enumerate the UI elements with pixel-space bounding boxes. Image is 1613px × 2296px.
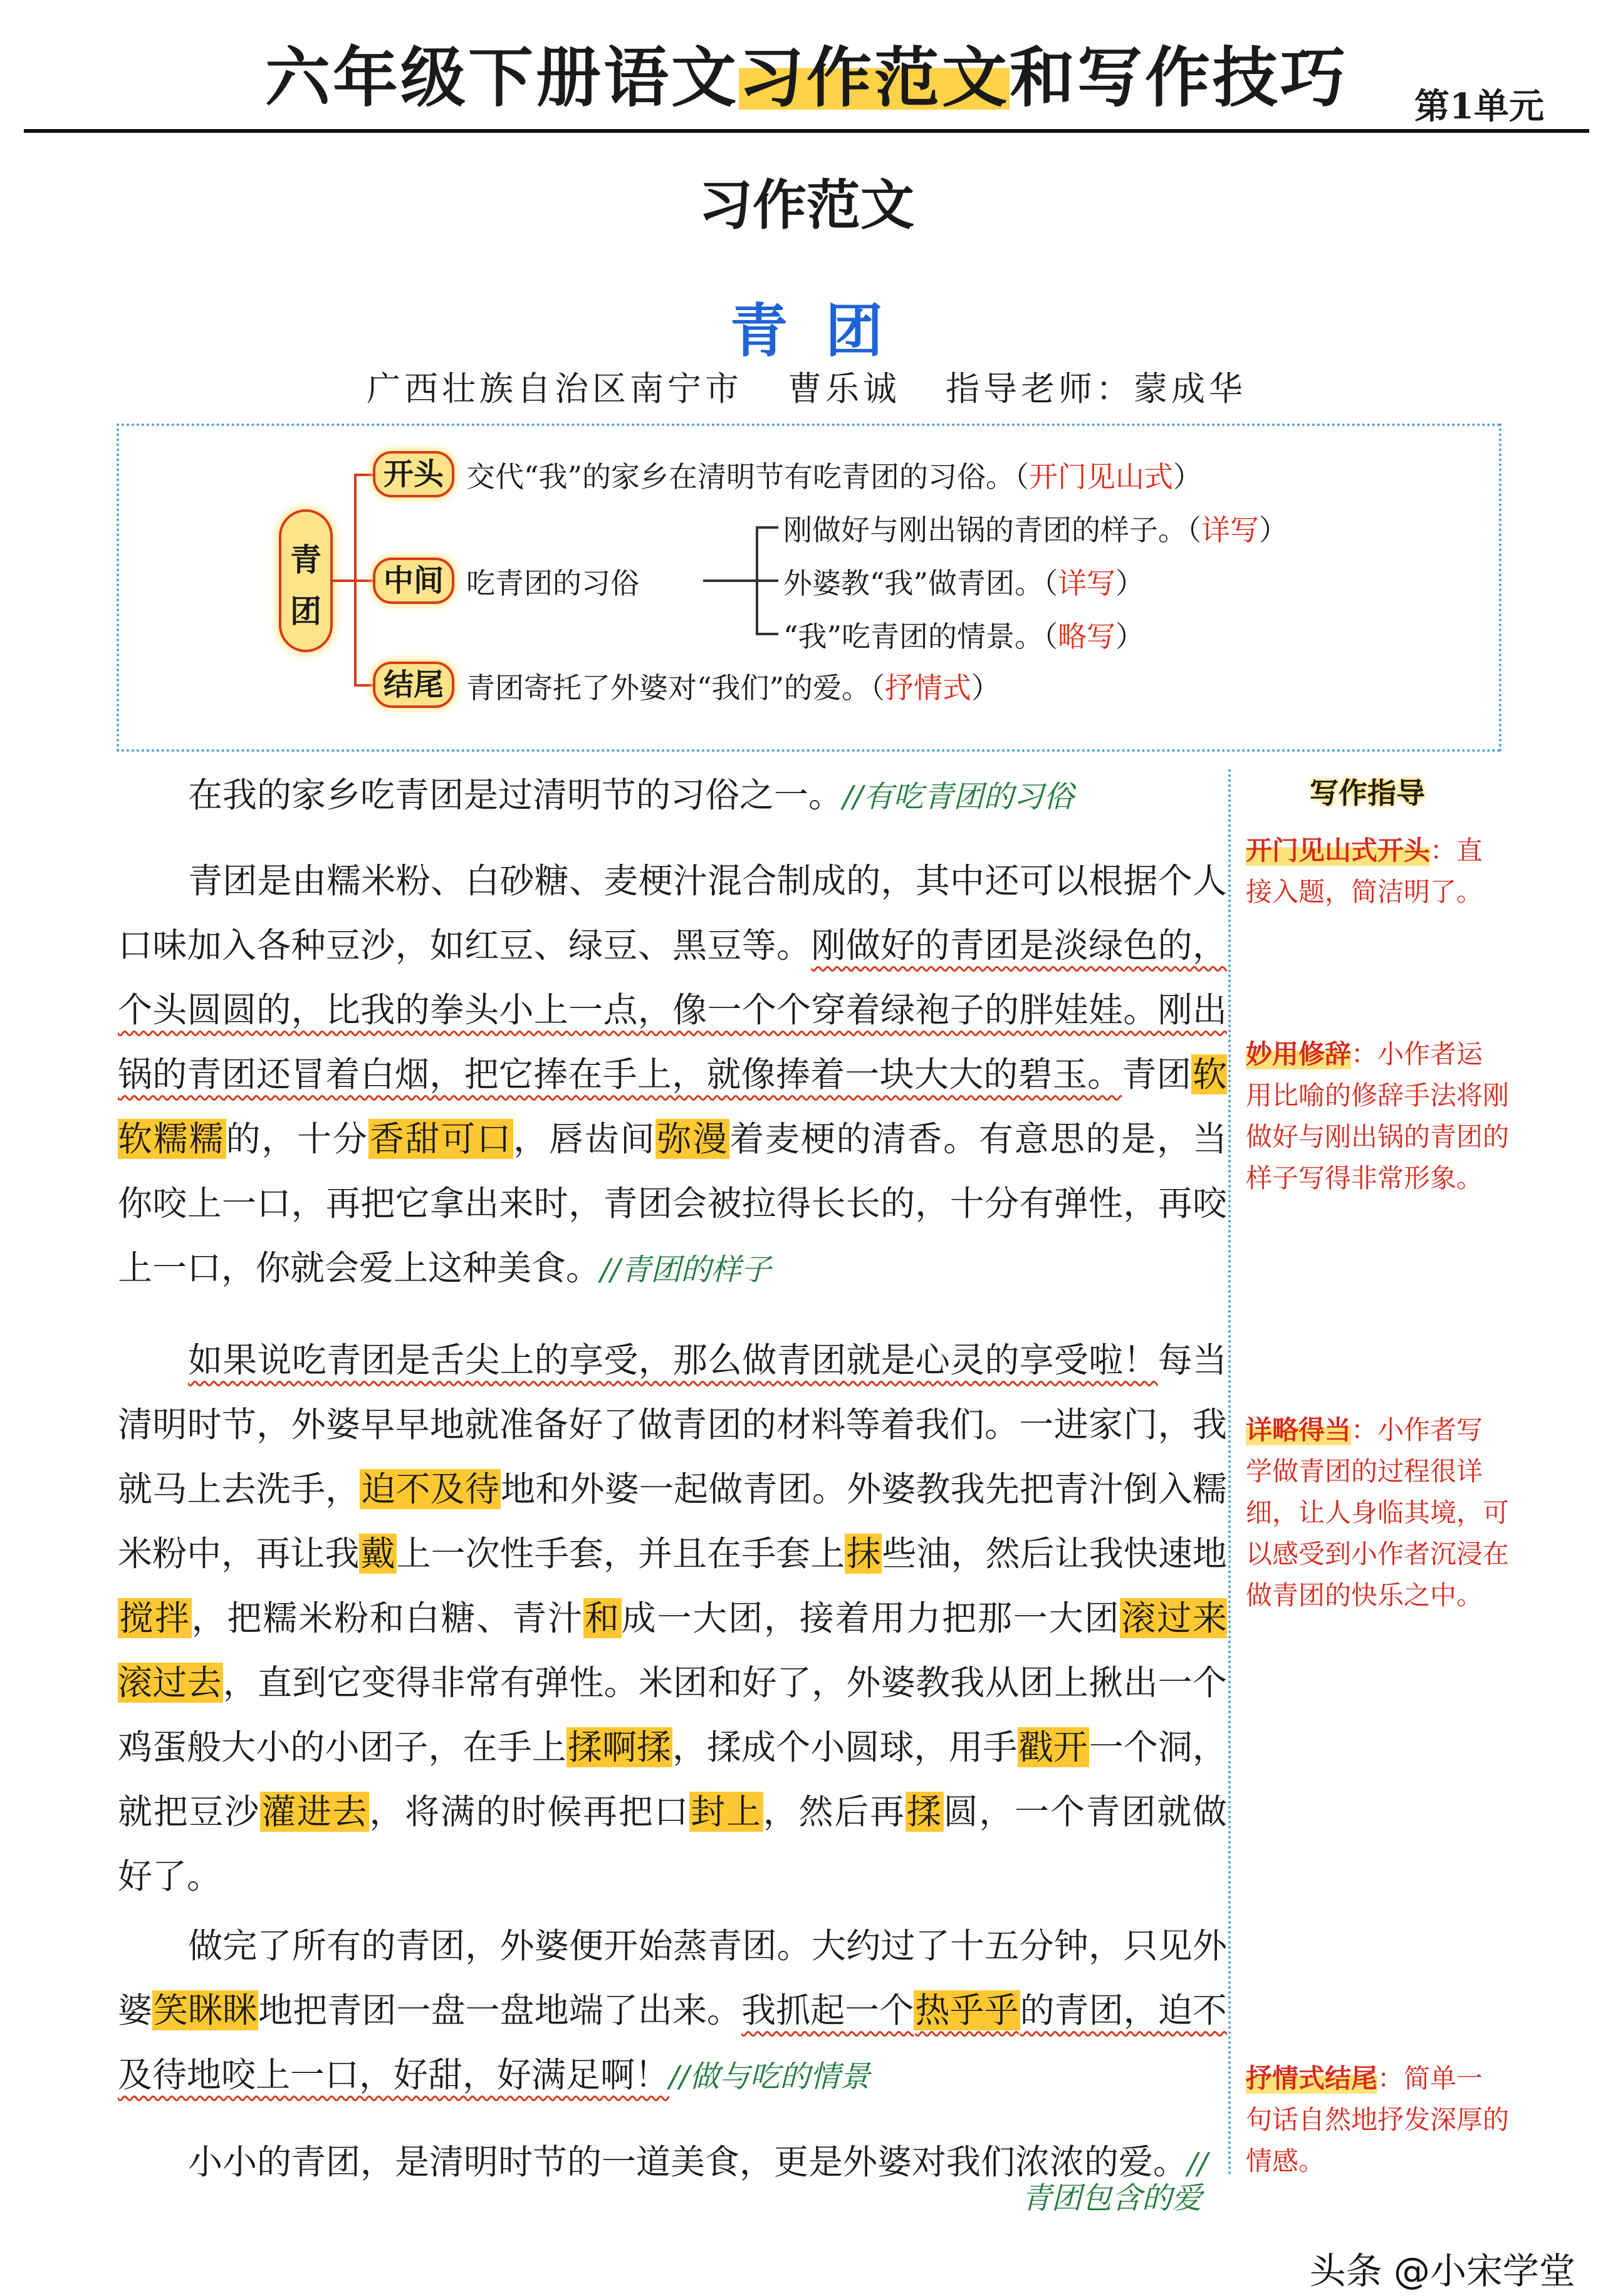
- highlight: 戴: [360, 1534, 395, 1574]
- essay-title: 青团: [729, 297, 921, 365]
- paragraph-2: 青团是由糯米粉、白砂糖、麦梗汁混合制成的，其中还可以根据个人口味加入各种豆沙，如红豆、绿豆、黑豆等。刚做好的青团是淡绿色的，个头圆圆的，比我的拳头小上一点，像一个个穿着绿袍子的胖娃娃。刚出锅的青团还冒着白烟，把它捧在手上，就像捧着一块大大的碧玉。青团软软糯糯的，十分香甜可口，唇齿间弥漫着麦梗的清香。有意思的是，当你咬上一口，再把它拿出来时，青团会被拉得长长的，十分有弹性，再咬上一口，你就会爱上这种美食。//青团的样子: [118, 861, 1227, 1288]
- wavy-underline: 刚做好的青团是淡绿色的，个头圆圆的，比我的拳头小上一点，像一个个穿着绿袍子的胖娃娃。刚出锅的青团还冒着白烟，把它捧在手上，就像捧着一块大大的碧玉。: [118, 925, 1227, 1094]
- guide-note-rhetoric: 妙用修辞：小作者运用比喻的修辞手法将刚做好与刚出锅的青团的样子写得非常形象。: [1246, 1039, 1510, 1193]
- paragraph-5: 小小的青团，是清明时节的一道美食，更是外婆对我们浓浓的爱。//: [188, 2142, 1208, 2182]
- opening-text: 交代“我”的家乡在清明节有吃青团的习俗。（开门见山式）: [466, 460, 1203, 494]
- margin-note: //青团的样子: [600, 1252, 771, 1287]
- paragraph-4: 做完了所有的青团，外婆便开始蒸青团。大约过了十五分钟，只见外婆笑眯眯地把青团一盘一盘地端了出来。我抓起一个热乎乎的青团，迫不及待地咬上一口，好甜，好满足啊！//做与吃的情景: [118, 1926, 1227, 2095]
- connector: [703, 579, 757, 582]
- connector: [756, 579, 778, 582]
- chip-ending: 结尾: [373, 662, 454, 708]
- title-part-2: 和写作技巧: [1010, 39, 1349, 116]
- middle-sub-2: 外婆教“我”做青团。（详写）: [783, 566, 1145, 600]
- highlight: 迫不及待: [361, 1469, 500, 1509]
- highlight: 揉啊揉: [567, 1727, 671, 1767]
- page-title: [0, 39, 1613, 116]
- connector: [354, 684, 373, 687]
- wavy-underline: 如果说吃青团是舌尖上的享受，那么做青团就是心灵的享受啦！: [188, 1340, 1158, 1380]
- header-divider: [24, 129, 1589, 133]
- wavy-underline: 我抓起一个热乎乎的青团，迫不及待地咬上一口，好甜，好满足啊！: [118, 1990, 1227, 2095]
- connector: [333, 579, 354, 582]
- margin-note: //: [1188, 2146, 1208, 2181]
- author-region: 广西壮族自治区南宁市: [367, 369, 743, 408]
- highlight: 揉: [906, 1792, 942, 1832]
- connector: [756, 633, 778, 635]
- ending-text: 青团寄托了外婆对“我们”的爱。（抒情式）: [466, 671, 1001, 705]
- paragraph-3: 如果说吃青团是舌尖上的享受，那么做青团就是心灵的享受啦！每当清明时节，外婆早早地就准备好了做青团的材料等着我们。一进家门，我就马上去洗手，迫不及待地和外婆一起做青团。外婆教我先把青汁倒入糯米粉中，再让我戴上一次性手套，并且在手套上抹些油，然后让我快速地搅拌，把糯米粉和白糖、青汁和成一大团，接着用力把那一大团滚过来滚过去，直到它变得非常有弹性。米团和好了，外婆教我从团上揪出一个鸡蛋般大小的小团子，在手上揉啊揉，揉成个小圆球，用手戳开一个洞，就把豆沙灌进去，将满的时候再把口封上，然后再揉圆，一个青团就做好了。: [118, 1340, 1227, 1896]
- byline: [0, 362, 1613, 410]
- column-divider: [1228, 769, 1231, 2176]
- guide-note-ending: 抒情式结尾：简单一句话自然地抒发深厚的情感。: [1246, 2063, 1510, 2176]
- highlight: 软软糯糯: [118, 1054, 1227, 1159]
- chip-opening: 开头: [373, 451, 454, 497]
- highlight: 封上: [691, 1792, 762, 1832]
- middle-sub-1: 刚做好与刚出锅的青团的样子。（详写）: [783, 513, 1288, 547]
- highlight: 滚过来滚过去: [118, 1598, 1227, 1703]
- highlight: 和: [584, 1598, 620, 1638]
- watermark: 头条 @小宋学堂: [1309, 2250, 1575, 2292]
- highlight: 戳开: [1018, 1727, 1088, 1767]
- guide-heading: 写作指导: [1310, 776, 1425, 810]
- highlight: 灌进去: [261, 1792, 368, 1832]
- unit-label: 第1单元: [1414, 86, 1544, 127]
- teacher-name: 指导老师：蒙成华: [946, 369, 1246, 408]
- connector: [756, 526, 778, 529]
- middle-text: 吃青团的习俗: [466, 566, 639, 600]
- title-part-1: 六年级下册语文: [264, 39, 739, 116]
- connector: [354, 579, 373, 582]
- outline-box: [117, 423, 1501, 752]
- guide-note-detail: 详略得当：小作者写学做青团的过程很详细，让人身临其境，可以感受到小作者沉浸在做青团的快乐之中。: [1246, 1415, 1510, 1611]
- guide-note-opening: 开门见山式开头：直接入题，简洁明了。: [1246, 835, 1483, 907]
- margin-note: //做与吃的情景: [669, 2059, 870, 2094]
- author-name: 曹乐诚: [788, 369, 900, 408]
- highlight: 弥漫: [657, 1119, 729, 1159]
- highlight: 抹: [846, 1534, 881, 1574]
- highlight: 热乎乎: [915, 1990, 1019, 2030]
- outline-root: 青团: [279, 509, 333, 652]
- highlight: 搅拌: [119, 1598, 191, 1638]
- margin-note-final: 青团包含的爱: [1021, 2181, 1203, 2216]
- paragraph-1: 在我的家乡吃青团是过清明节的习俗之一。//有吃青团的习俗: [188, 775, 1074, 815]
- title-highlight: 习作范文: [738, 39, 1010, 116]
- margin-note: //有吃青团的习俗: [843, 779, 1074, 814]
- highlight: 笑眯眯: [154, 1990, 258, 2030]
- chip-middle: 中间: [373, 558, 454, 604]
- highlight: 香甜可口: [369, 1119, 513, 1159]
- section-title: 习作范文: [699, 174, 914, 237]
- middle-sub-3: “我”吃青团的情景。（略写）: [783, 620, 1145, 653]
- connector: [354, 474, 373, 476]
